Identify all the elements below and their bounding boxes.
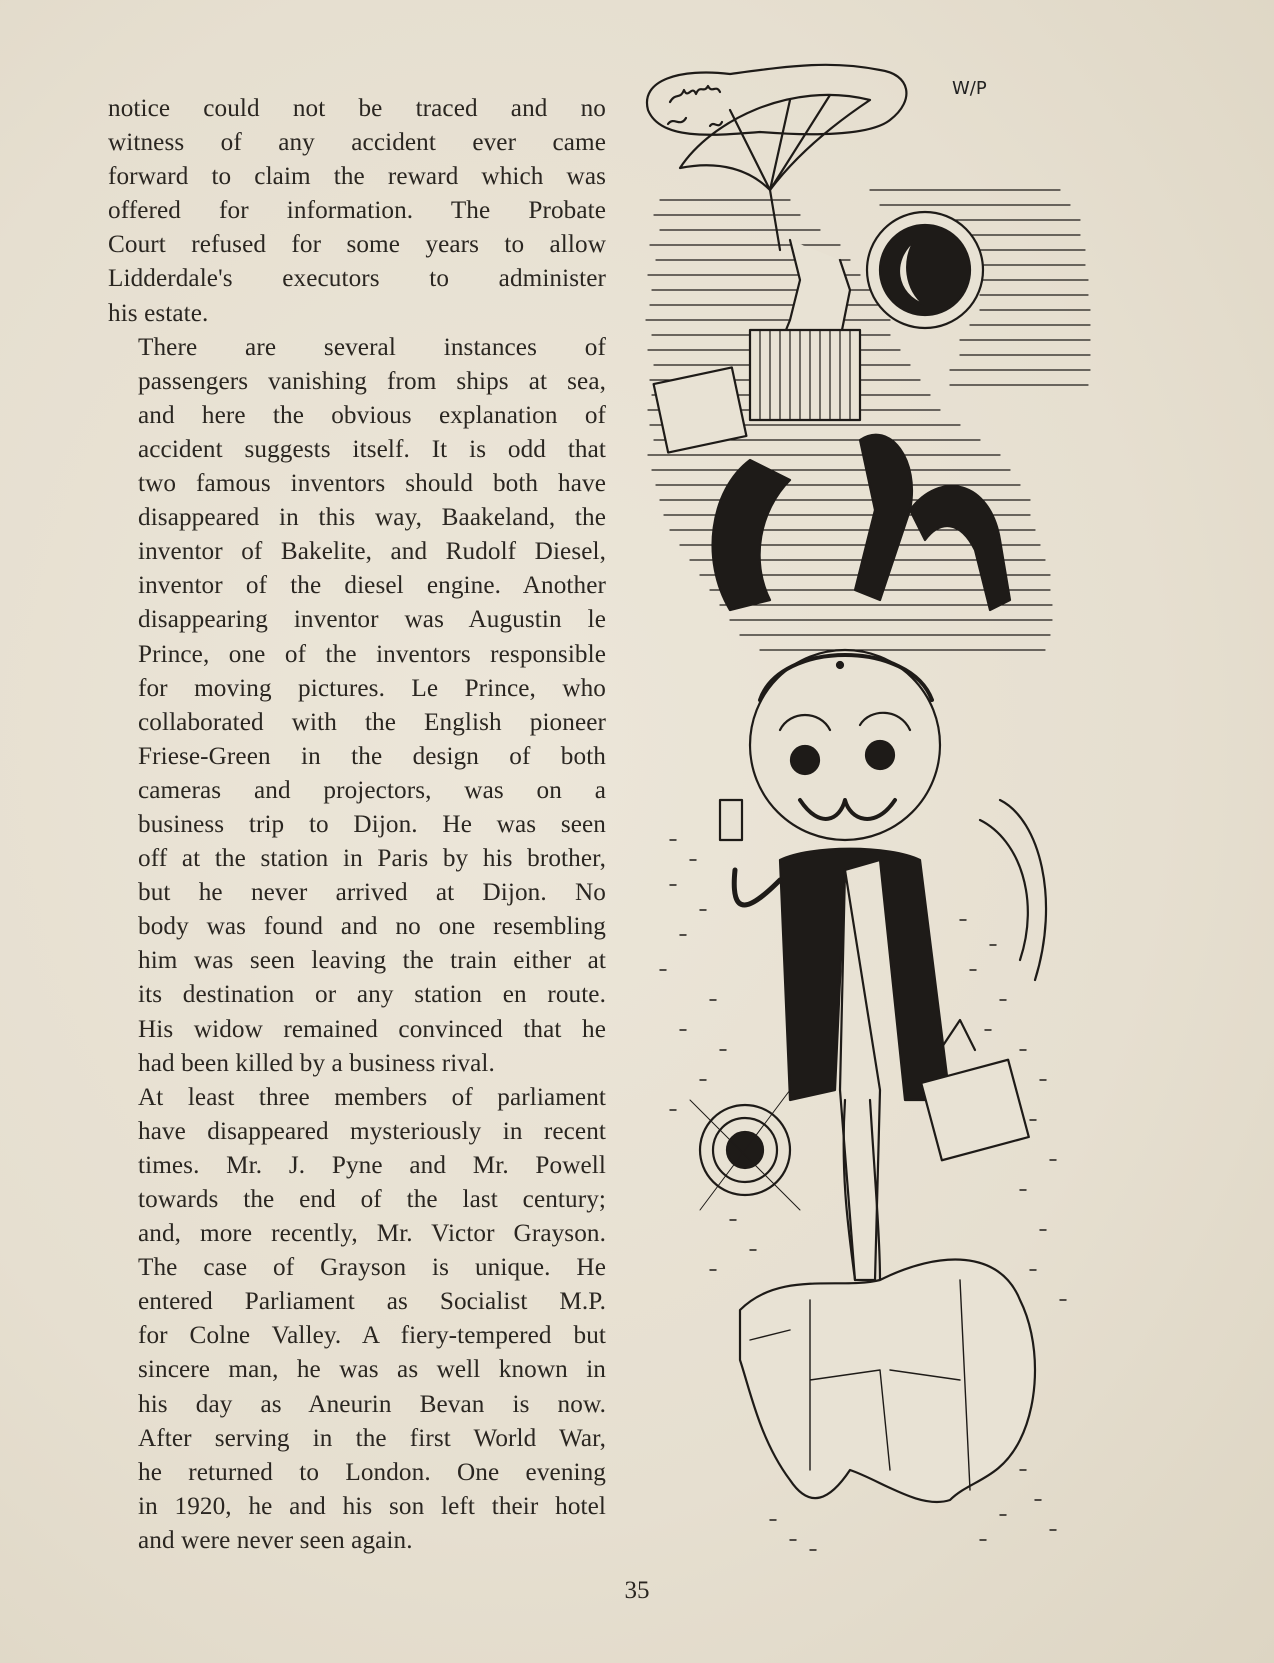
text-line: body was found and no one resembling — [138, 913, 606, 941]
text-line: accident suggests itself. It is odd that — [138, 435, 606, 463]
text-line: His widow remained convinced that he — [138, 1015, 606, 1043]
text-line: inventor of Bakelite, and Rudolf Diesel, — [138, 538, 606, 566]
text-line: and were never seen again. — [138, 1526, 413, 1554]
text-line: After serving in the first World War, — [138, 1424, 606, 1452]
ticket — [720, 800, 742, 840]
text-line: cameras and projectors, was on a — [138, 776, 606, 804]
paragraph — [108, 92, 606, 331]
suitcase-top — [654, 367, 747, 452]
text-line: There are several instances of — [138, 333, 606, 361]
raised-arm — [734, 870, 780, 905]
text-line: disappeared in this way, Baakeland, the — [138, 504, 606, 532]
text-line: offered for information. The Probate — [108, 197, 606, 225]
artist-signature: W/P — [952, 78, 987, 99]
text-line: Court refused for some years to allow — [108, 231, 606, 259]
text-line: sincere man, he was as well known in — [138, 1356, 606, 1384]
dark-arms — [713, 460, 790, 610]
text-line: entered Parliament as Socialist M.P. — [138, 1288, 606, 1316]
text-line: towards the end of the last century; — [138, 1186, 606, 1213]
text-line: times. Mr. J. Pyne and Mr. Powell — [138, 1151, 606, 1179]
text-line: disappearing inventor was Augustin le — [138, 606, 606, 634]
text-line: witness of any accident ever came — [108, 129, 606, 157]
text-line: and here the obvious explanation of — [138, 401, 606, 429]
text-line: forward to claim the reward which was — [108, 163, 606, 191]
text-line: notice could not be traced and no — [108, 95, 606, 122]
face — [750, 650, 940, 840]
text-line: Lidderdale's executors to administer — [108, 265, 606, 293]
bubble-scribble — [668, 86, 722, 126]
text-line: for moving pictures. Le Prince, who — [138, 674, 606, 702]
paragraph — [108, 1081, 606, 1558]
text-line: At least three members of parliament — [138, 1083, 606, 1111]
text-line: Friese-Green in the design of both — [138, 742, 606, 770]
paragraph — [108, 331, 606, 1081]
map — [740, 1260, 1035, 1502]
text-line: he returned to London. One evening — [138, 1458, 606, 1486]
text-line: business trip to Dijon. He was seen — [138, 810, 606, 838]
text-line: but he never arrived at Dijon. No — [138, 879, 606, 907]
text-line: its destination or any station en route. — [138, 981, 606, 1009]
text-line: for Colne Valley. A fiery-tempered but — [138, 1322, 606, 1350]
text-line: Prince, one of the inventors responsible — [138, 640, 606, 668]
text-line: The case of Grayson is unique. He — [138, 1254, 606, 1282]
text-line: passengers vanishing from ships at sea, — [138, 367, 606, 395]
umbrella — [680, 95, 870, 190]
text-line: had been killed by a business rival. — [138, 1049, 495, 1077]
text-line: two famous inventors should both have — [138, 470, 606, 498]
text-line: in 1920, he and his son left their hotel — [138, 1492, 606, 1520]
text-line: him was seen leaving the train either at — [138, 947, 606, 975]
text-column — [108, 92, 606, 1558]
illustration — [640, 40, 1100, 1570]
text-line: collaborated with the English pioneer — [138, 708, 606, 736]
text-line: off at the station in Paris by his brother, — [138, 845, 606, 873]
text-line: inventor of the diesel engine. Another — [138, 572, 606, 600]
text-line: have disappeared mysteriously in recent — [138, 1117, 606, 1145]
text-line: his day as Aneurin Bevan is now. — [138, 1390, 606, 1418]
page-number: 35 — [624, 1577, 650, 1604]
train-arc — [980, 800, 1046, 980]
text-line: and, more recently, Mr. Victor Grayson. — [138, 1220, 606, 1248]
text-line: his estate. — [108, 299, 209, 327]
